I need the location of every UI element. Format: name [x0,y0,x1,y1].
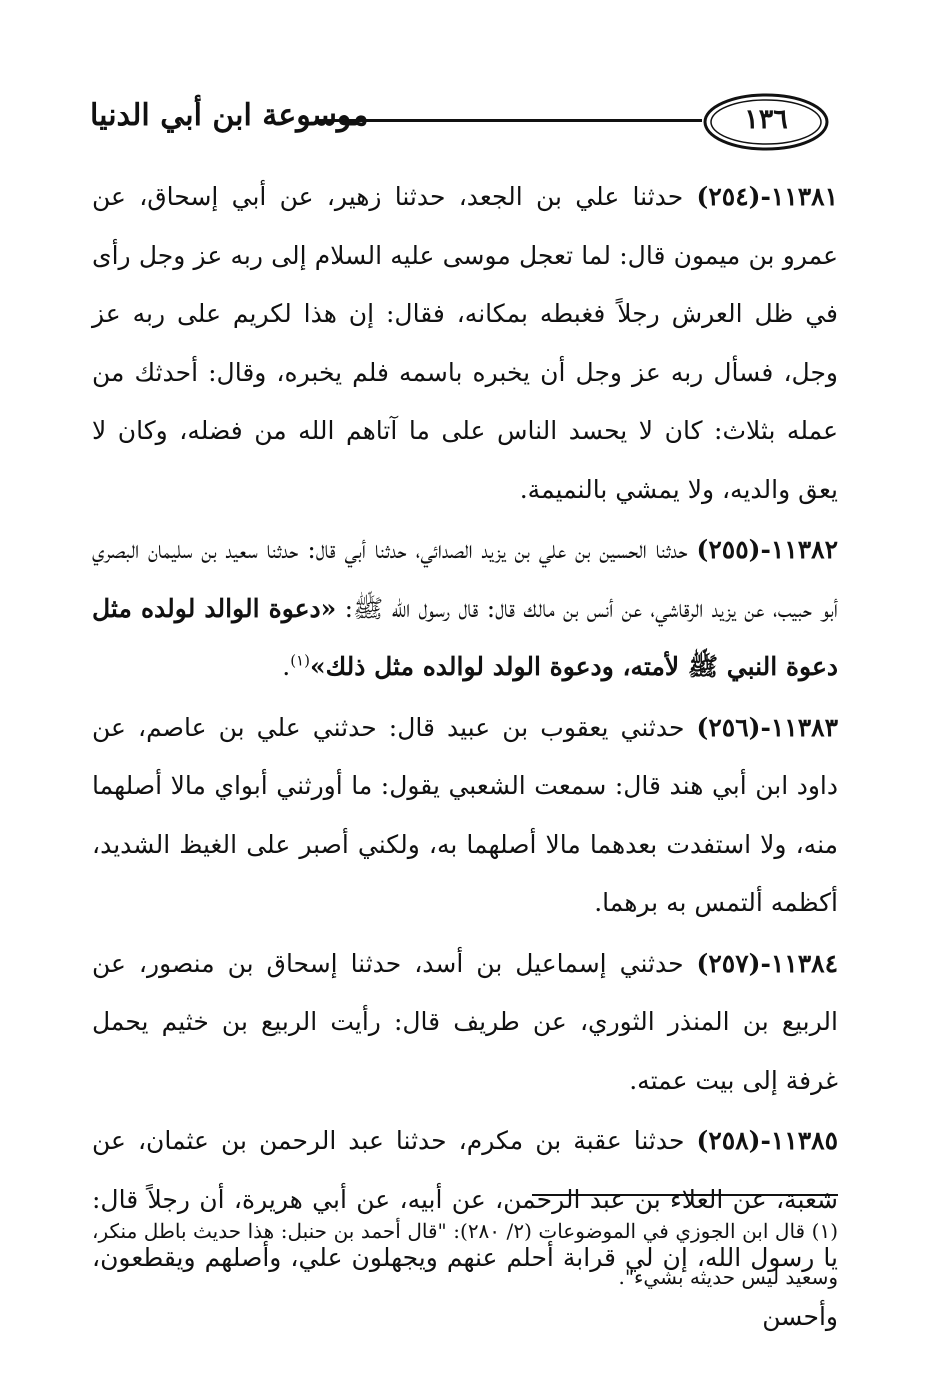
prophetic-quote: «دعوة الوالد لولده مثل دعوة النبي ﷺ لأمته، ودعوة الولد لوالده مثل ذلك» [92,593,838,681]
hadith-number: ١١٣٨٥-(٢٥٨) [696,1126,839,1155]
hadith-entry [92,168,838,519]
hadith-number: ١١٣٨١-(٢٥٤) [696,182,838,211]
hadith-entry [92,699,838,933]
hadith-text: حدثنا علي بن الجعد، حدثنا زهير، عن أبي إسحاق، عن عمرو بن ميمون قال: لما تعجل موسى عليه السلام إلى ربه عز وجل رأى في ظل العرش رجلاً فغبطه بمكانه، فقال: إن هذا لكريم على ربه عز وجل، فسأل ربه عز وجل أن يخبره باسمه فلم يخبره، وقال: أحدثك من عمله بثلاث: كان لا يحسد الناس على ما آتاهم الله من فضله، وكان لا يعق والديه، ولا يمشي بالنميمة. [92,182,838,504]
page-number: ١٣٦ [744,104,788,135]
footnotes [92,1208,838,1300]
page-header [90,92,830,156]
hadith-text: حدثنا عقبة بن مكرم، حدثنا عبد الرحمن بن عثمان، عن شعبة، عن العلاء بن عبد الرحمن، عن أبيه، عن أبي هريرة، أن رجلاً قال: يا رسول الله، إن لي قرابة أحلم عنهم ويجهلون علي، وأصلهم ويقطعون، وأحسن [92,1126,838,1331]
hadith-text: حدثني إسماعيل بن أسد، حدثنا إسحاق بن منصور، عن الربيع بن المنذر الثوري، عن طريف قال: رأيت الربيع بن خثيم يحمل غرفة إلى بيت عمته. [92,948,838,1095]
hadith-text: حدثنا الحسين بن علي بن يزيد الصدائي، حدثنا أبي قال: حدثنا سعيد بن سليمان البصري أبو حبيب، عن يزيد الرقاشي، عن أنس بن مالك قال: قال رسول الله ﷺ: [92,535,838,623]
footnote-text: (١) قال ابن الجوزي في الموضوعات (٢/ ٢٨٠): "قال أحمد بن حنبل: هذا حديث باطل منكر، وسعيد ليس حديثه بشيء". [92,1219,838,1289]
hadith-number: ١١٣٨٢-(٢٥٥) [696,535,838,564]
hadith-number: ١١٣٨٣-(٢٥٦) [696,712,838,742]
footnote-divider [532,1194,838,1196]
footnote-ref[interactable]: (١) [290,651,310,670]
hadith-text: حدثني يعقوب بن عبيد قال: حدثني علي بن عاصم، عن داود ابن أبي هند قال: سمعت الشعبي يقول: ما أورثني أبواي مالا أصلهما منه، ولا استفدت بعدهما مالا أصلهما به، ولكني أصبر على الغيظ الشديد، أكظمه ألتمس به برهما. [92,712,838,917]
main-text [92,168,838,1348]
hadith-entry [92,521,838,697]
book-title: موسوعة ابن أبي الدنيا [90,98,369,133]
hadith-number: ١١٣٨٤-(٢٥٧) [696,948,838,978]
page-number-oval [702,92,830,152]
header-rule [318,119,702,122]
hadith-end-punct: . [282,652,291,681]
hadith-entry [92,935,838,1111]
